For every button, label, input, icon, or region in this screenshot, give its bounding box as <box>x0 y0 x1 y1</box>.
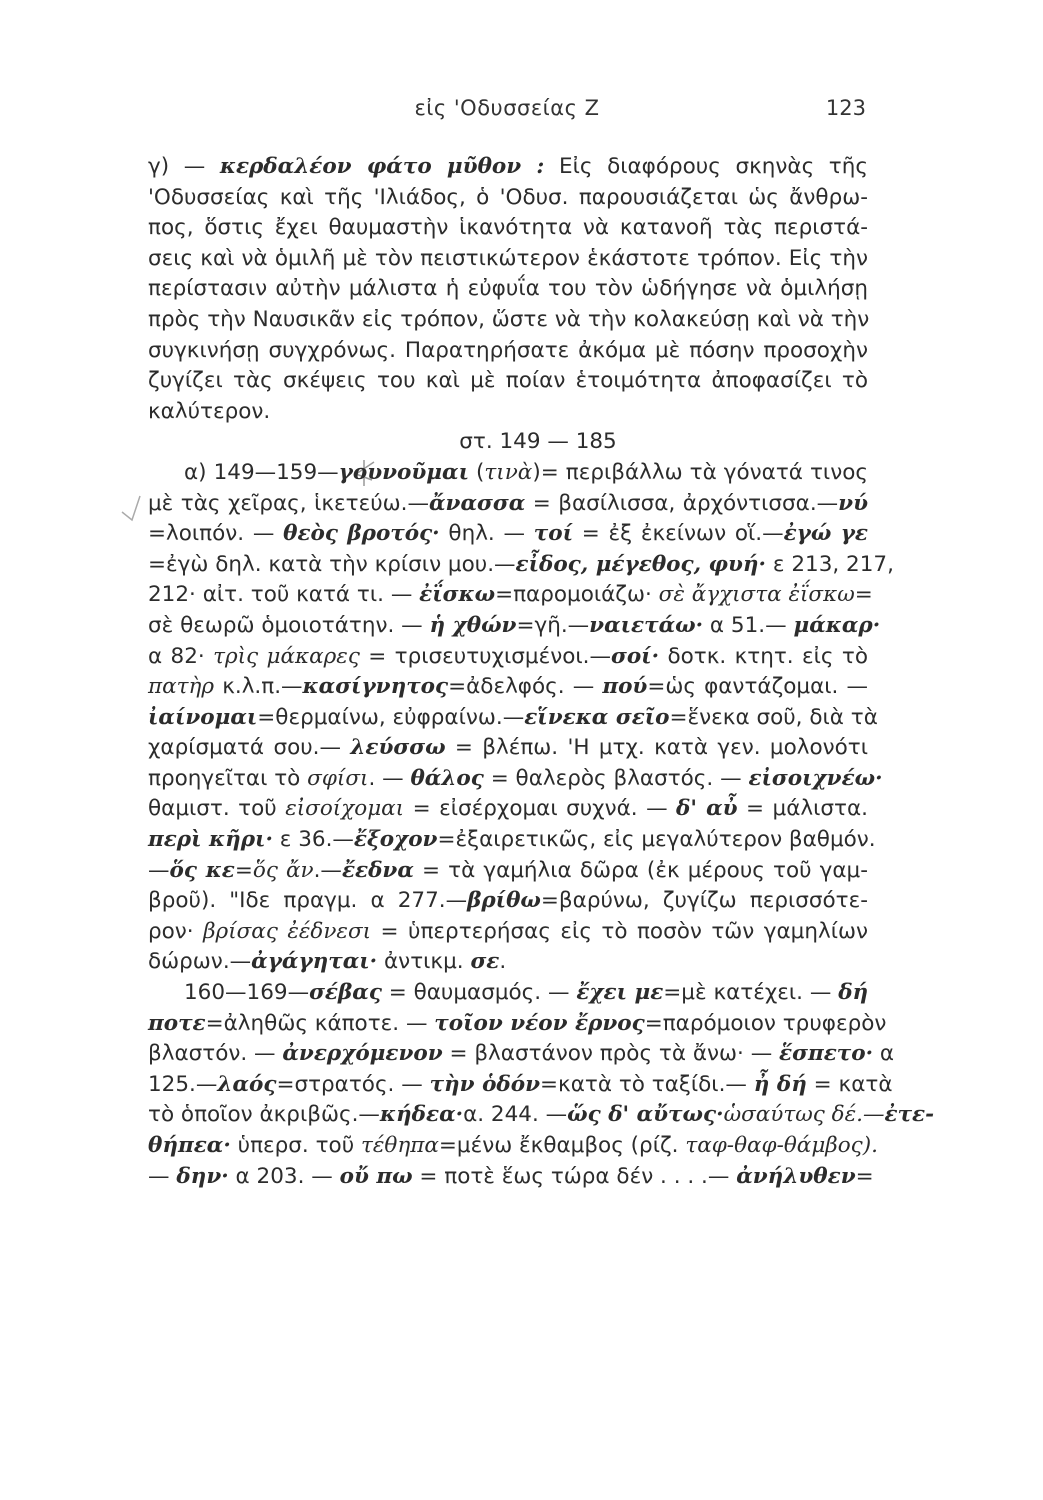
text-line: 212· αἰτ. τοῦ κατά τι. — ἐΐσκω=παρομοιάζω· σὲ ἄγχιστα ἐΐσκω= <box>148 582 873 608</box>
running-title: εἰς 'Οδυσσείας Ζ <box>414 96 600 120</box>
text-line: 160—169—σέβας = θαυμασμός. — ἔχει με=μὲ κατέχει. — δή <box>184 980 869 1006</box>
text-line: γ) — κερδαλέον φάτο μῦθον : Εἰς διαφόρους σκηνὰς τῆς <box>148 154 868 179</box>
text-line: πος, ὅστις ἔχει θαυμαστὴν ἱκανότητα νὰ κατανοῆ τὰς περιστά- <box>148 215 868 241</box>
text-line: συγκινήσῃ συγχρόνως. Παρατηρήσατε ἀκόμα μὲ πόσην προσοχὴν <box>148 337 868 363</box>
page-number: 123 <box>825 96 866 120</box>
text-line: —ὅς κε=ὅς ἄν.—ἔεδνα = τὰ γαμήλια δῶρα (ἐκ μέρους τοῦ γαμ- <box>148 857 868 883</box>
glossary-alpha <box>148 458 894 978</box>
text-line: σεις καὶ νὰ ὁμιλῆ μὲ τὸν πειστικώτερον ἑκάστοτε τρόπον. Εἰς τὴν <box>148 245 868 271</box>
text-line: θήπεα· ὑπερσ. τοῦ τέθηπα=μένω ἔκθαμβος (ρίζ. ταφ-θαφ-θάμβος). <box>148 1133 878 1158</box>
pencil-check-mark <box>118 492 148 535</box>
text-line: ρον· βρίσας ἐέδνεσι = ὑπερτερήσας εἰς τὸ ποσὸν τῶν γαμηλίων <box>148 918 868 944</box>
text-line: περὶ κῆρι· ε 36.—ἔξοχον=ἐξαιρετικῶς, εἰς μεγαλύτερον βαθμόν. <box>148 827 876 853</box>
glossary-160 <box>148 978 935 1192</box>
text-line: τὸ ὁποῖον ἀκριβῶς.—κήδεα·α. 244. —ὥς δ' αὔτως·ὡσαύτως δέ.—ἐτε- <box>148 1102 935 1128</box>
paragraph-gamma <box>148 152 868 427</box>
section-heading: στ. 149 — 185 <box>459 429 617 455</box>
text-line: ζυγίζει τὰς σκέψεις του καὶ μὲ ποίαν ἑτοιμότητα ἀποφασίζει τὸ <box>148 368 868 394</box>
text-line: 'Οδυσσείας καὶ τῆς 'Ιλιάδος, ὁ 'Οδυσ. παρουσιάζεται ὡς ἄνθρω- <box>148 184 868 210</box>
lemma: κερδαλέον φάτο μῦθον : <box>219 154 545 179</box>
text-line: α 82· τρὶς μάκαρες = τρισευτυχισμένοι.—σοί· δοτκ. κτητ. εἰς τὸ <box>148 643 868 669</box>
text-line: α) 149—159—γουνοῦμαι (τινὰ)= περιβάλλω τὰ γόνατά τινος <box>184 459 868 485</box>
text-line: βροῦ). "Ιδε πραγμ. α 277.—βρίθω=βαρύνω, ζυγίζω περισσότε- <box>148 888 868 914</box>
text-line: σὲ θεωρῶ ὁμοιοτάτην. — ἡ χθών=γῆ.—ναιετάω· α 51.— μάκαρ· <box>148 612 881 638</box>
text-line: προηγεῖται τὸ σφίσι. — θάλος = θαλερὸς βλαστός. — εἰσοιχνέω· <box>148 765 883 791</box>
page-header <box>148 96 866 126</box>
text-line: =ἐγὼ δηλ. κατὰ τὴν κρίσιν μου.—εἶδος, μέγεθος, φυή· ε 213, 217, <box>148 551 894 577</box>
text-line: =λοιπόν. — θεὸς βροτός· θηλ. — τοί = ἐξ ἐκείνων οἵ.—ἐγώ γε <box>148 521 868 547</box>
text-line: — δην· α 203. — οὔ πω = ποτὲ ἕως τώρα δέν . . . .— ἀνήλυθεν= <box>148 1163 874 1189</box>
text-line: περίστασιν αὐτὴν μάλιστα ἡ εὐφυΐα του τὸν ὡδήγησε νὰ ὁμιλήσῃ <box>148 276 868 302</box>
text-line: πρὸς τὴν Ναυσικᾶν εἰς τρόπον, ὥστε νὰ τὴν κολακεύσῃ καὶ νὰ τὴν <box>148 306 870 332</box>
text-line: ποτε=ἀληθῶς κάποτε. — τοῖον νέον ἔρνος=παρόμοιον τρυφερὸν <box>148 1010 887 1036</box>
text-line: ἰαίνομαι=θερμαίνω, εὐφραίνω.—εἵνεκα σεῖο=ἕνεκα σοῦ, διὰ τὰ <box>148 704 878 730</box>
text-line: βλαστόν. — ἀνερχόμενον = βλαστάνον πρὸς τὰ ἄνω· — ἕσπετο· α <box>148 1041 895 1067</box>
text-line: δώρων.—ἀγάγηται· ἀντικμ. σε. <box>148 949 507 975</box>
text-line: πατὴρ κ.λ.π.—κασίγνητος=ἀδελφός. — πού=ὡς φαντάζομαι. — <box>148 674 868 700</box>
text-body <box>148 152 935 1192</box>
text-line: 125.—λαός=στρατός. — τὴν ὁδόν=κατὰ τὸ ταξίδι.— ἦ δή = κατὰ <box>148 1071 893 1097</box>
text-line: μὲ τὰς χεῖρας, ἱκετεύω.—ἄνασσα = βασίλισσα, ἀρχόντισσα.—νύ <box>148 490 868 516</box>
text-line: χαρίσματά σου.— λεύσσω = βλέπω. 'Η μτχ. κατὰ γεν. μολονότι <box>148 735 868 761</box>
text-line: θαμιστ. τοῦ εἰσοίχομαι = εἰσέρχομαι συχνά. — δ' αὖ = μάλιστα. <box>148 796 868 822</box>
text-line: καλύτερον. <box>148 398 271 424</box>
